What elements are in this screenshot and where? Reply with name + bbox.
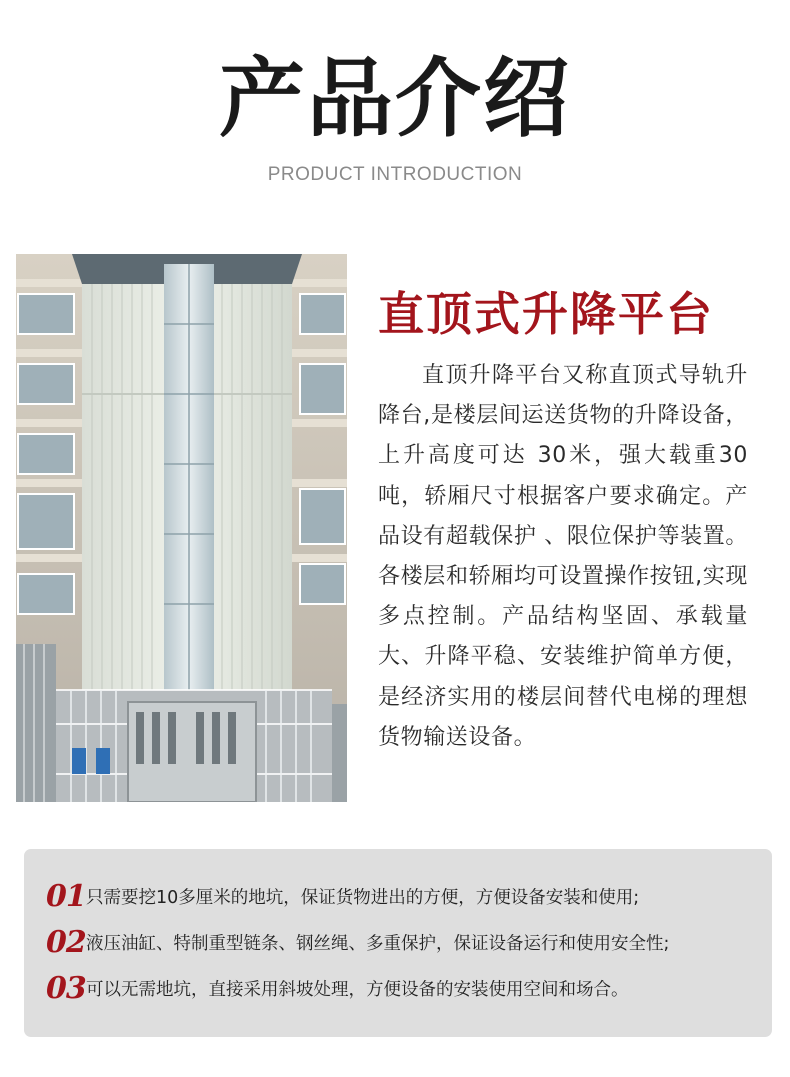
product-description: 直顶升降平台又称直顶式导轨升降台,是楼层间运送货物的升降设备，上升高度可达 30米，强大载重30吨，轿厢尺寸根据客户要求确定。产品设有超载保护 、限位保护等装置。各楼层和轿厢均可设置操作按钮,实现多点控制。产品结构坚固、承载量大、升降平稳、安装维护简单方便，是经济实用的楼层间替代电梯的理想货物输送设备。 (378, 363, 748, 750)
feature-text: 只需要挖10多厘米的地坑，保证货物进出的方便，方便设备安装和使用; (86, 887, 640, 908)
feature-number: 01 (46, 878, 86, 914)
feature-number: 03 (46, 970, 86, 1006)
features-panel (24, 849, 772, 1037)
page-title: 产品介绍 (219, 49, 571, 149)
page-subtitle: PRODUCT INTRODUCTION (267, 164, 523, 185)
feature-item (46, 922, 669, 962)
feature-text: 液压油缸、特制重型链条、钢丝绳、多重保护，保证设备运行和使用安全性; (86, 933, 670, 954)
product-photo (16, 254, 347, 802)
feature-item (46, 876, 639, 916)
product-heading: 直顶式升降平台 (378, 287, 714, 341)
feature-number: 02 (46, 924, 86, 960)
feature-text: 可以无需地坑，直接采用斜坡处理，方便设备的安装使用空间和场合。 (86, 979, 629, 1000)
feature-item (46, 968, 629, 1008)
